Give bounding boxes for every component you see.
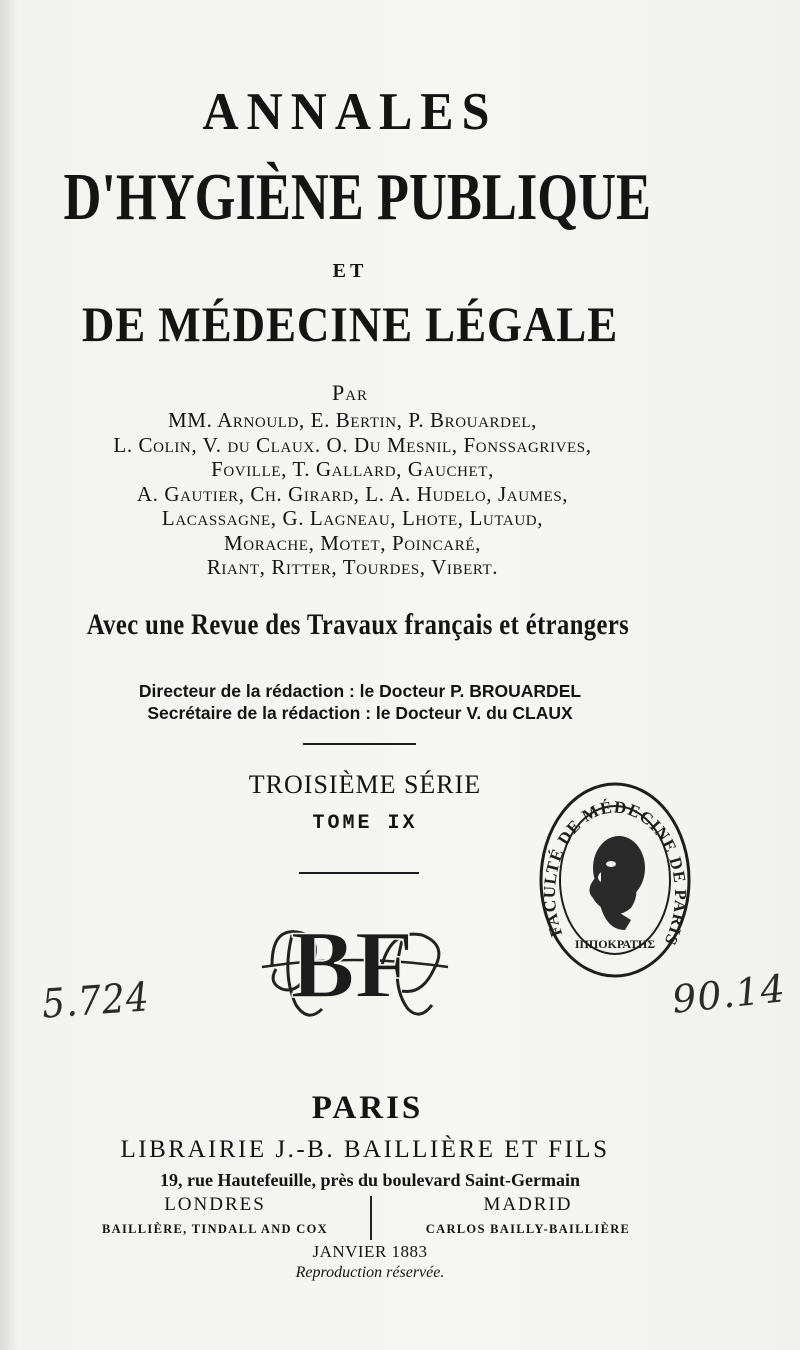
stamp-text-bottom: ΙΠΠΟΚΡΑΤΗΣ <box>574 937 656 951</box>
author-line: L. Colin, V. du Claux. O. Du Mesnil, Fonssagrives, <box>113 432 592 457</box>
author-list <box>0 408 705 580</box>
secretary-line: Secrétaire de la rédaction : le Docteur V. du CLAUX <box>147 703 573 723</box>
shelfmark-left: 5.724 <box>40 974 152 1028</box>
london-publisher: BAILLIÈRE, TINDALL AND COX <box>102 1222 328 1236</box>
imprint-rights: Reproduction réservée. <box>295 1264 445 1281</box>
imprint-address: 19, rue Hautefeuille, près du boulevard Saint-Germain <box>160 1170 580 1190</box>
author-line: Foville, T. Gallard, Gauchet, <box>211 457 494 481</box>
author-line: MM. Arnould, E. Bertin, P. Brouardel, <box>168 408 537 432</box>
imprint-london <box>60 1194 370 1237</box>
author-line: Lacassagne, G. Lagneau, Lhote, Lutaud, <box>161 506 544 530</box>
stamp-text-top: FACULTÉ DE MÉDECINE DE PARIS <box>539 797 691 949</box>
divider-rule <box>299 872 419 874</box>
byline-par: Par <box>331 380 369 405</box>
imprint-date: JANVIER 1883 <box>312 1242 428 1261</box>
title-line-medecine: DE MÉDECINE LÉGALE <box>81 296 619 352</box>
imprint-divider <box>370 1196 372 1240</box>
imprint-madrid <box>378 1194 678 1237</box>
volume-label: TOME IX <box>312 812 418 835</box>
madrid-city: MADRID <box>483 1194 573 1215</box>
madrid-publisher: CARLOS BAILLY-BAILLIÈRE <box>425 1222 631 1236</box>
author-line: Morache, Motet, Poincaré, <box>224 530 481 555</box>
title-connector: ET <box>332 260 368 282</box>
divider-rule <box>303 743 416 745</box>
editorial-credits <box>0 680 720 724</box>
shelfmark-right: 90.14 <box>670 966 788 1022</box>
title-line-annales: ANNALES <box>202 81 498 141</box>
imprint-city: PARIS <box>311 1090 424 1126</box>
author-line: Riant, Ritter, Tourdes, Vibert. <box>206 555 499 579</box>
library-stamp-icon <box>535 780 695 980</box>
monogram-letters: BF <box>290 911 414 1018</box>
author-line: A. Gautier, Ch. Girard, L. A. Hudelo, Jaumes, <box>136 481 569 506</box>
series-label: TROISIÈME SÉRIE <box>248 770 482 799</box>
publisher-monogram-icon <box>252 905 452 1025</box>
london-city: LONDRES <box>164 1194 266 1215</box>
director-line: Directeur de la rédaction : le Docteur P. BROUARDEL <box>138 681 582 701</box>
subtitle-revue: Avec une Revue des Travaux français et étrangers <box>86 608 630 641</box>
imprint-publisher: LIBRAIRIE J.-B. BAILLIÈRE ET FILS <box>120 1136 610 1163</box>
title-line-hygiene: D'HYGIÈNE PUBLIQUE <box>63 159 652 234</box>
